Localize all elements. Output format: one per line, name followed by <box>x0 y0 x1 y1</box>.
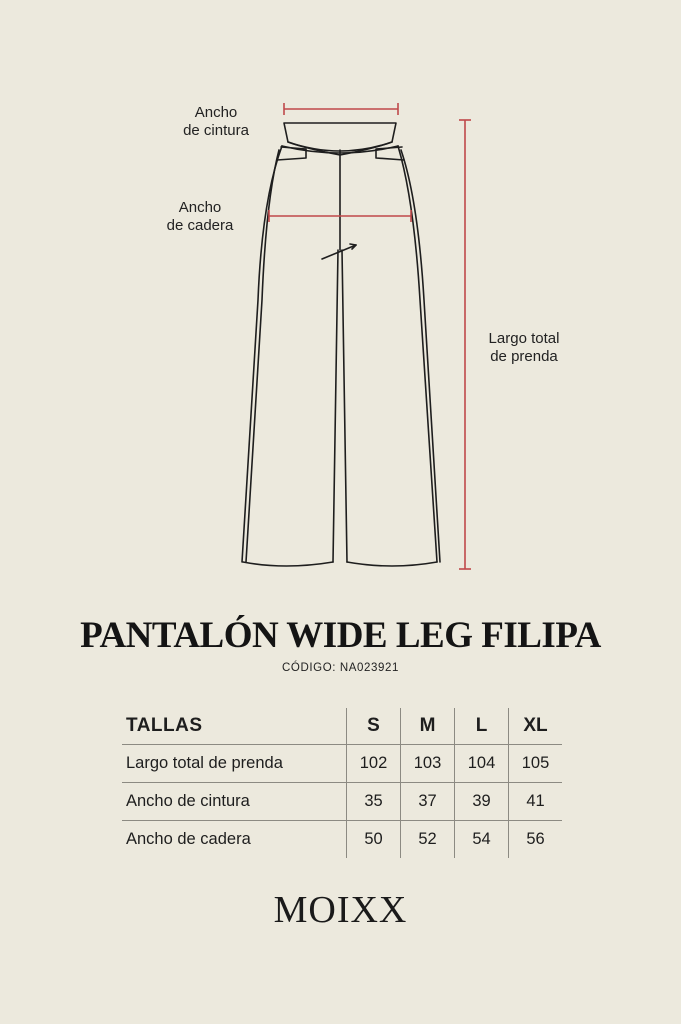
cell-value: 54 <box>455 821 509 859</box>
size-table <box>122 708 562 858</box>
table-row <box>122 783 562 821</box>
product-code: CÓDIGO: NA023921 <box>282 662 399 674</box>
table-row <box>122 821 562 859</box>
cell-value: 37 <box>401 783 455 821</box>
cell-value: 104 <box>455 745 509 783</box>
size-s-header: S <box>347 708 401 745</box>
waist-label-line2: de cintura <box>183 122 249 139</box>
row-label: Ancho de cadera <box>122 821 347 859</box>
brand-logo: MOIXX <box>273 889 408 931</box>
cell-value: 41 <box>509 783 563 821</box>
waist-label-line1: Ancho <box>194 104 238 121</box>
cell-value: 39 <box>455 783 509 821</box>
size-m-header: M <box>401 708 455 745</box>
size-table-header <box>122 708 562 745</box>
hip-label-line2: de cadera <box>166 217 234 234</box>
cell-value: 56 <box>509 821 563 859</box>
cell-value: 102 <box>347 745 401 783</box>
length-label-line1: Largo total <box>488 330 560 347</box>
size-xl-header: XL <box>509 708 563 745</box>
cell-value: 103 <box>401 745 455 783</box>
length-label-line2: de prenda <box>490 348 558 365</box>
table-row <box>122 745 562 783</box>
cell-value: 105 <box>509 745 563 783</box>
row-label: Largo total de prenda <box>122 745 347 783</box>
product-title: PANTALÓN WIDE LEG FILIPA <box>80 615 601 656</box>
cell-value: 50 <box>347 821 401 859</box>
tallas-header: TALLAS <box>126 715 203 736</box>
size-l-header: L <box>455 708 509 745</box>
cell-value: 52 <box>401 821 455 859</box>
cell-value: 35 <box>347 783 401 821</box>
row-label: Ancho de cintura <box>122 783 347 821</box>
hip-label-line1: Ancho <box>178 199 222 216</box>
